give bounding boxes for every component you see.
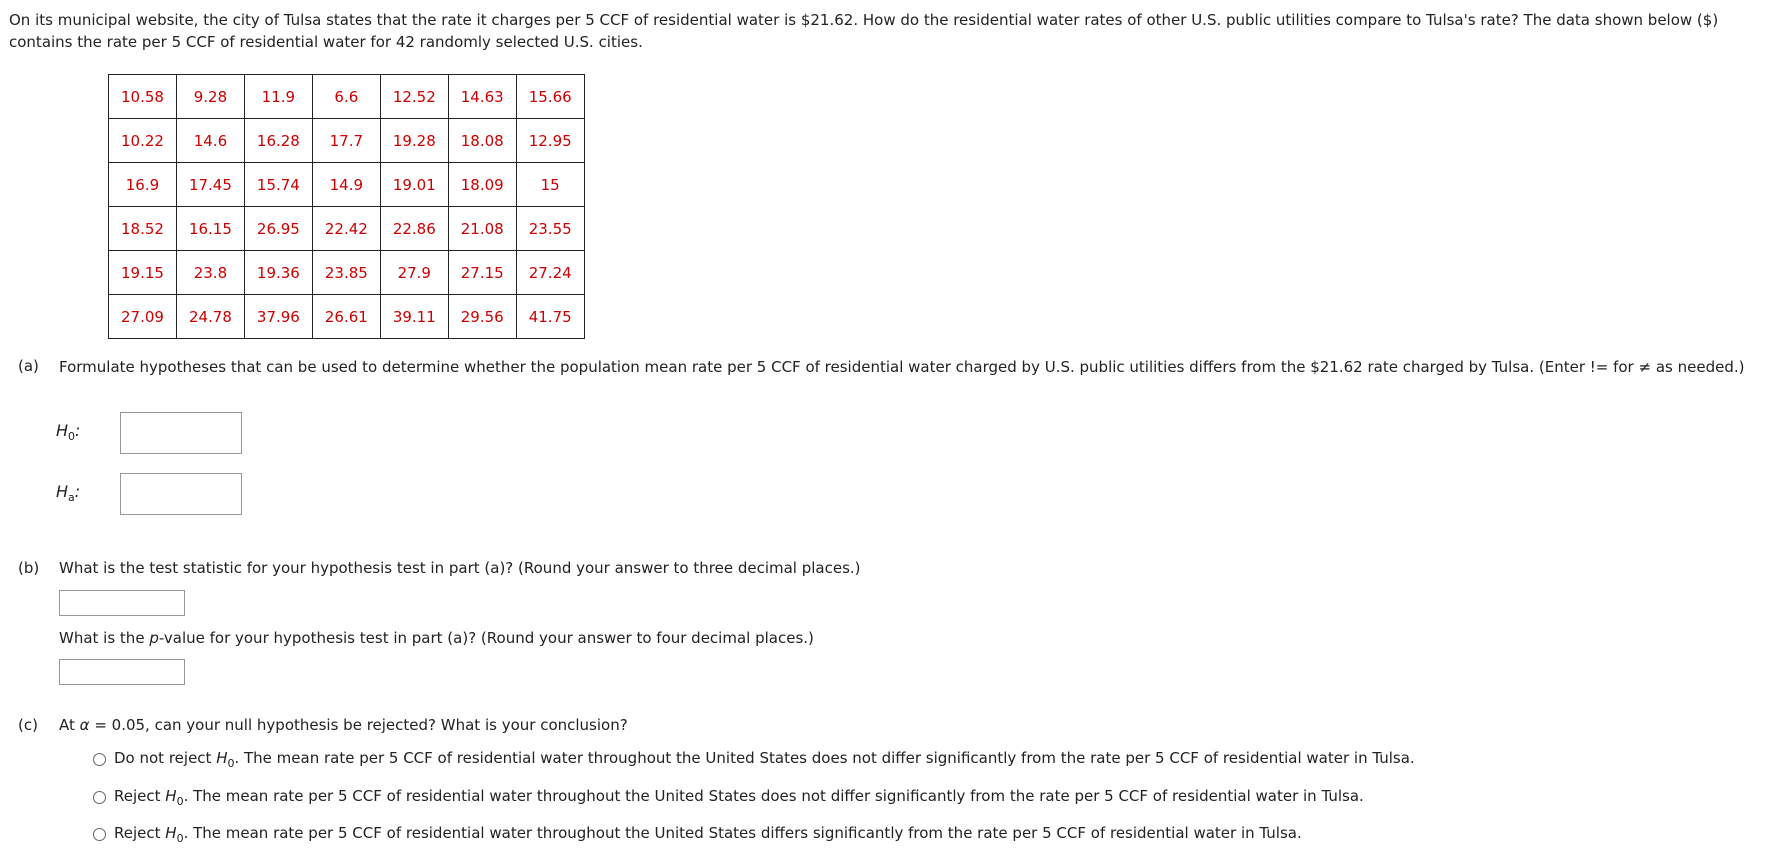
table-cell: 10.58 xyxy=(109,75,177,119)
option-text: Reject $H_0$. The mean rate per 5 CCF of residential water throughout the United States does not differ significantly from the rate per 5 CCF of residential water in Tulsa. xyxy=(114,787,1364,808)
table-cell: 16.28 xyxy=(244,119,312,163)
water-rates-table xyxy=(108,74,585,339)
table-cell: 18.52 xyxy=(109,207,177,251)
table-cell: 27.24 xyxy=(516,251,584,295)
table-cell: 27.15 xyxy=(448,251,516,295)
table-cell: 17.45 xyxy=(176,163,244,207)
table-cell: 29.56 xyxy=(448,295,516,339)
table-cell: 19.28 xyxy=(380,119,448,163)
part-b-label: (b) xyxy=(18,559,40,577)
table-cell: 14.9 xyxy=(312,163,380,207)
table-cell: 41.75 xyxy=(516,295,584,339)
table-row xyxy=(109,163,585,207)
table-cell: 21.08 xyxy=(448,207,516,251)
p-value-question: What is the p-value for your hypothesis test in part (a)? (Round your answer to four decimal places.) xyxy=(59,629,814,647)
table-cell: 6.6 xyxy=(312,75,380,119)
table-cell: 24.78 xyxy=(176,295,244,339)
table-cell: 14.6 xyxy=(176,119,244,163)
radio-button[interactable] xyxy=(93,753,106,766)
table-row xyxy=(109,207,585,251)
option-reject-not-differ[interactable] xyxy=(93,787,1364,808)
table-cell: 18.08 xyxy=(448,119,516,163)
radio-button[interactable] xyxy=(93,828,106,841)
table-cell: 23.85 xyxy=(312,251,380,295)
radio-button[interactable] xyxy=(93,791,106,804)
p-value-input[interactable] xyxy=(59,659,185,685)
table-cell: 22.42 xyxy=(312,207,380,251)
table-cell: 19.01 xyxy=(380,163,448,207)
problem-intro: On its municipal website, the city of Tulsa states that the rate it charges per 5 CCF of residential water is $21.62. How do the residential water rates of other U.S. public utilities compare to Tulsa's rate? The data shown below ($) contains the rate per 5 CCF of residential water for 42 randomly selected U.S. cities. xyxy=(9,11,1719,51)
table-cell: 37.96 xyxy=(244,295,312,339)
table-cell: 27.09 xyxy=(109,295,177,339)
h0-input[interactable] xyxy=(120,412,242,454)
test-statistic-question: What is the test statistic for your hypothesis test in part (a)? (Round your answer to three decimal places.) xyxy=(59,559,861,577)
part-c-label: (c) xyxy=(18,716,38,734)
table-cell: 19.36 xyxy=(244,251,312,295)
table-cell: 12.95 xyxy=(516,119,584,163)
part-a-question: Formulate hypotheses that can be used to determine whether the population mean rate per 5 CCF of residential water charged by U.S. public utilities differs from the $21.62 rate charged by Tulsa. (Enter != for ≠ as needed.) xyxy=(59,358,1745,376)
table-cell: 16.15 xyxy=(176,207,244,251)
ha-label: $H_a$: xyxy=(56,482,81,505)
table-cell: 19.15 xyxy=(109,251,177,295)
table-cell: 12.52 xyxy=(380,75,448,119)
table-cell: 9.28 xyxy=(176,75,244,119)
table-cell: 14.63 xyxy=(448,75,516,119)
table-row xyxy=(109,119,585,163)
table-cell: 23.55 xyxy=(516,207,584,251)
table-cell: 11.9 xyxy=(244,75,312,119)
table-row xyxy=(109,295,585,339)
table-cell: 16.9 xyxy=(109,163,177,207)
table-row xyxy=(109,251,585,295)
part-c-question: At α = 0.05, can your null hypothesis be rejected? What is your conclusion? xyxy=(59,716,628,734)
table-cell: 18.09 xyxy=(448,163,516,207)
option-do-not-reject[interactable] xyxy=(93,749,1415,770)
h0-label: $H_0$: xyxy=(56,421,81,444)
table-cell: 15.74 xyxy=(244,163,312,207)
table-cell: 22.86 xyxy=(380,207,448,251)
option-text: Do not reject $H_0$. The mean rate per 5 CCF of residential water throughout the United States does not differ significantly from the rate per 5 CCF of residential water in Tulsa. xyxy=(114,749,1415,770)
table-cell: 15.66 xyxy=(516,75,584,119)
table-row xyxy=(109,75,585,119)
table-cell: 17.7 xyxy=(312,119,380,163)
table-cell: 39.11 xyxy=(380,295,448,339)
table-cell: 10.22 xyxy=(109,119,177,163)
test-statistic-input[interactable] xyxy=(59,590,185,616)
table-cell: 26.95 xyxy=(244,207,312,251)
table-cell: 26.61 xyxy=(312,295,380,339)
table-cell: 27.9 xyxy=(380,251,448,295)
option-text: Reject $H_0$. The mean rate per 5 CCF of residential water throughout the United States differs significantly from the rate per 5 CCF of residential water in Tulsa. xyxy=(114,824,1302,845)
part-a-label: (a) xyxy=(18,357,39,375)
ha-input[interactable] xyxy=(120,473,242,515)
table-cell: 23.8 xyxy=(176,251,244,295)
option-reject-differs[interactable] xyxy=(93,824,1302,845)
table-cell: 15 xyxy=(516,163,584,207)
